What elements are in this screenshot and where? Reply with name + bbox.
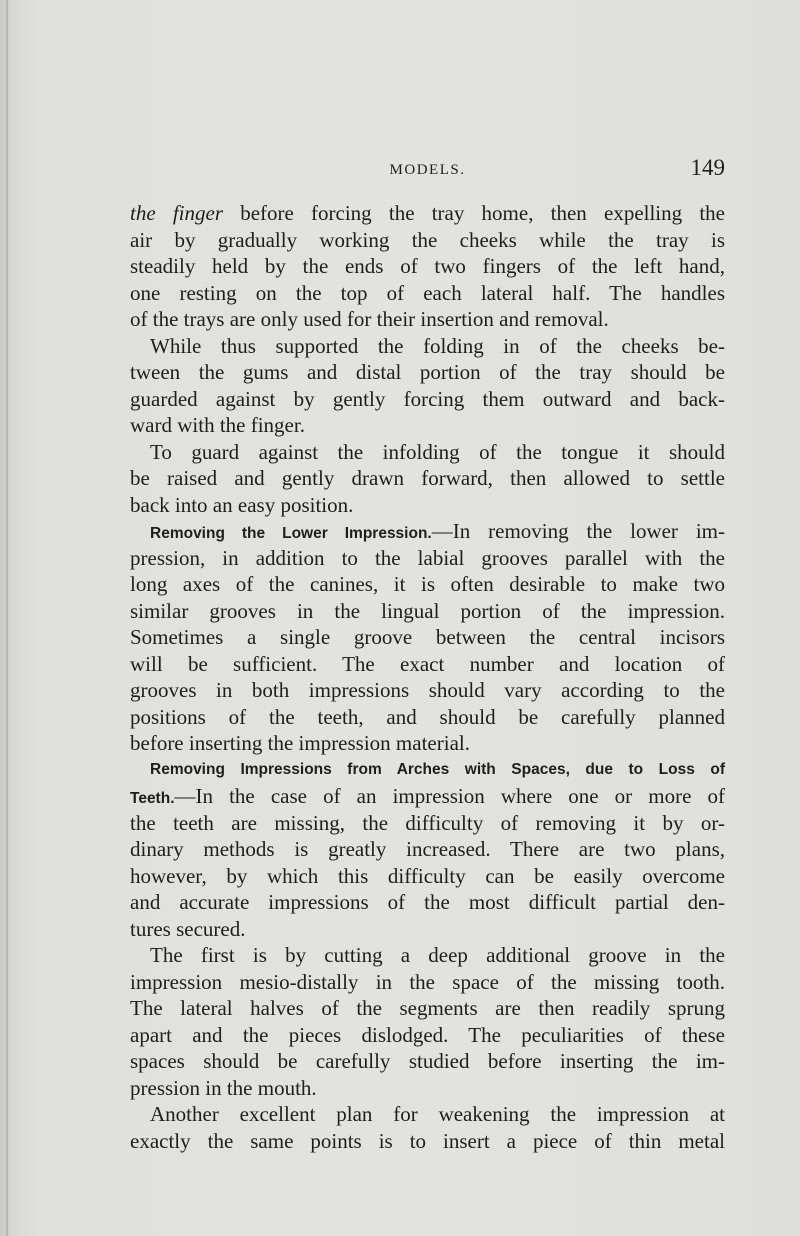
- text-line: grooves in both impressions should vary according to the: [130, 678, 725, 702]
- text-line: pression in the mouth.: [130, 1075, 317, 1100]
- text-line: To guard against the infolding of the tongue it should: [150, 439, 725, 464]
- text-line: Removing the Lower Impression.—In removing the lower im-: [150, 519, 725, 543]
- text-line: The lateral halves of the segments are then readily sprung: [130, 996, 725, 1020]
- italic-phrase: the finger: [130, 201, 224, 225]
- text-line: dinary methods is greatly increased. There are two plans,: [130, 837, 725, 861]
- text-line: of the trays are only used for their insertion and removal.: [130, 307, 609, 331]
- text-line: the finger before forcing the tray home, then expelling the: [130, 201, 725, 225]
- text-line: similar grooves in the lingual portion of the impression.: [130, 598, 725, 623]
- text-line: apart and the pieces dislodged. The peculiarities of these: [130, 1022, 725, 1047]
- text-line: positions of the teeth, and should be carefully planned: [130, 704, 725, 729]
- text-line: steadily held by the ends of two fingers of the left hand,: [130, 254, 725, 278]
- section-heading: Removing the Lower Impression.: [150, 525, 432, 542]
- section-heading-continued: Teeth.: [130, 790, 175, 807]
- paragraph-5: [130, 757, 725, 943]
- text-line: guarded against by gently forcing them outward and back-: [130, 386, 725, 411]
- text-line: will be sufficient. The exact number and location of: [130, 651, 725, 676]
- text-line: the teeth are missing, the difficulty of removing it by or-: [130, 810, 725, 835]
- text-line: impression mesio-distally in the space of the missing tooth.: [130, 969, 725, 994]
- paragraph-4: [130, 518, 725, 757]
- page-header: [130, 153, 725, 189]
- text-line: before inserting the impression material.: [130, 731, 470, 755]
- text-line: one resting on the top of each lateral half. The handles: [130, 280, 725, 305]
- text-line: ward with the finger.: [130, 413, 305, 437]
- text-line: exactly the same points is to insert a piece of thin metal: [130, 1128, 725, 1153]
- body-text: [130, 200, 725, 1154]
- text-line: Another excellent plan for weakening the impression at: [150, 1102, 725, 1126]
- paragraph-3: [130, 439, 725, 519]
- text-line: While thus supported the folding in of the cheeks be-: [150, 333, 725, 358]
- paragraph-1: [130, 200, 725, 333]
- page-spine-shadow: [6, 0, 8, 1236]
- text-line: however, by which this difficulty can be easily overcome: [130, 863, 725, 888]
- text-line: back into an easy position.: [130, 492, 354, 517]
- paragraph-7: [130, 1101, 725, 1154]
- text-line: pression, in addition to the labial grooves parallel with the: [130, 545, 725, 570]
- text-line: Sometimes a single groove between the central incisors: [130, 625, 725, 649]
- text-line: long axes of the canines, it is often desirable to make two: [130, 572, 725, 596]
- text-line: The first is by cutting a deep additional groove in the: [150, 943, 725, 967]
- text-line: and accurate impressions of the most difficult partial den-: [130, 890, 725, 914]
- running-head: MODELS.: [389, 162, 466, 178]
- text-line: spaces should be carefully studied before inserting the im-: [130, 1049, 725, 1073]
- page-number: 149: [690, 155, 725, 180]
- text-line: tween the gums and distal portion of the tray should be: [130, 360, 725, 384]
- paragraph-2: [130, 333, 725, 439]
- paragraph-6: [130, 942, 725, 1101]
- text-line: be raised and gently drawn forward, then allowed to settle: [130, 466, 725, 490]
- text-line: Teeth.—In the case of an impression where one or more of: [130, 784, 725, 808]
- section-heading: Removing Impressions from Arches with Spaces, due to Loss of: [150, 760, 725, 778]
- text-line: tures secured.: [130, 916, 246, 941]
- text-line: air by gradually working the cheeks while the tray is: [130, 227, 725, 252]
